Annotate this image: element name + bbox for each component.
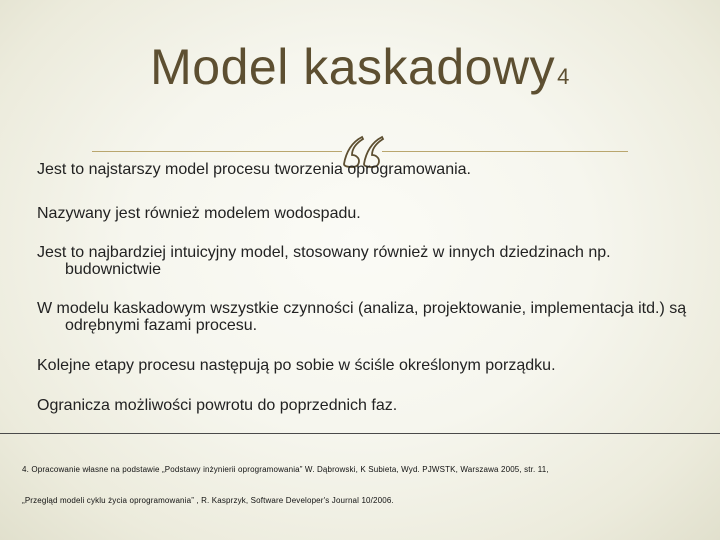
bullet-item: W modelu kaskadowym wszystkie czynności (analiza, projektowanie, implementacja itd.) są odrębnymi fazami procesu. — [37, 300, 687, 334]
bullet-item: Kolejne etapy procesu następują po sobie w ściśle określonym porządku. — [37, 357, 556, 374]
footnotes — [22, 464, 662, 506]
slide-title-text: Model kaskadowy — [150, 39, 556, 95]
bullet-item: Ogranicza możliwości powrotu do poprzednich faz. — [37, 397, 398, 414]
footnote-item: 4. Opracowanie własne na podstawie „Podstawy inżynierii oprogramowania” W. Dąbrowski, K Subieta, Wyd. PJWSTK, Warszawa 2005, str. 11, — [22, 465, 549, 474]
bullet-item: Jest to najbardziej intuicyjny model, stosowany również w innych dziedzinach np. budownictwie — [37, 244, 611, 278]
slide-title — [0, 38, 720, 96]
bullet-list — [37, 155, 702, 414]
title-rule-right — [382, 151, 628, 152]
footnote-divider — [0, 433, 720, 434]
bullet-item: Nazywany jest również modelem wodospadu. — [37, 205, 361, 222]
bullet-item: Jest to najstarszy model procesu tworzenia oprogramowania. — [37, 161, 471, 178]
title-footnote-marker: 4 — [557, 64, 570, 89]
title-rule-left — [92, 151, 342, 152]
footnote-item: „Przegląd modeli cyklu życia oprogramowania” , R. Kasprzyk, Software Developer's Journal 10/2006. — [22, 496, 394, 505]
